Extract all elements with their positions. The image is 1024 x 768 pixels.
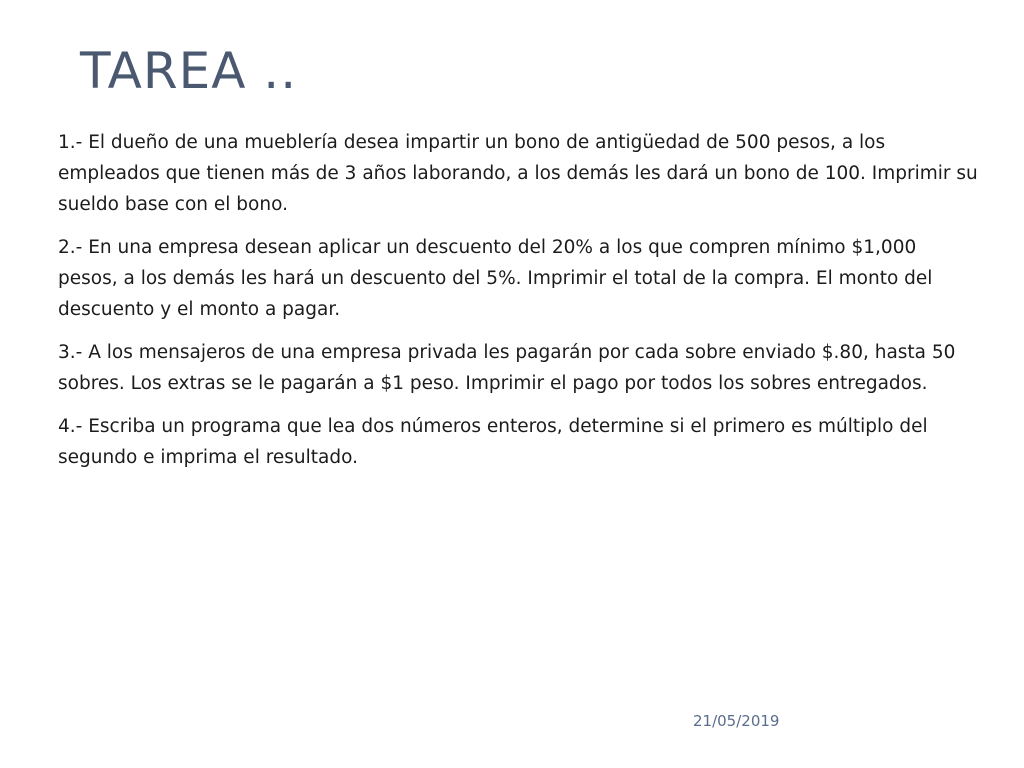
task-item-2: 2.- En una empresa desean aplicar un descuento del 20% a los que compren mínimo $1,000 pesos, a los demás les hará un descuento del 5%. Imprimir el total de la compra. El monto del descuento y el monto a pagar. — [58, 237, 933, 320]
task-item-3: 3.- A los mensajeros de una empresa privada les pagarán por cada sobre enviado $.80, hasta 50 sobres. Los extras se le pagarán a $1 peso. Imprimir el pago por todos los sobres entregados. — [58, 342, 956, 394]
slide-content — [58, 127, 978, 485]
task-item-1: 1.- El dueño de una mueblería desea impartir un bono de antigüedad de 500 pesos, a los empleados que tienen más de 3 años laborando, a los demás les dará un bono de 100. Imprimir su sueldo base con el bono. — [58, 132, 978, 215]
slide-title: TAREA .. — [80, 42, 298, 100]
slide-date: 21/05/2019 — [693, 712, 780, 730]
task-item-4: 4.- Escriba un programa que lea dos números enteros, determine si el primero es múltiplo del segundo e imprima el resultado. — [58, 416, 928, 468]
